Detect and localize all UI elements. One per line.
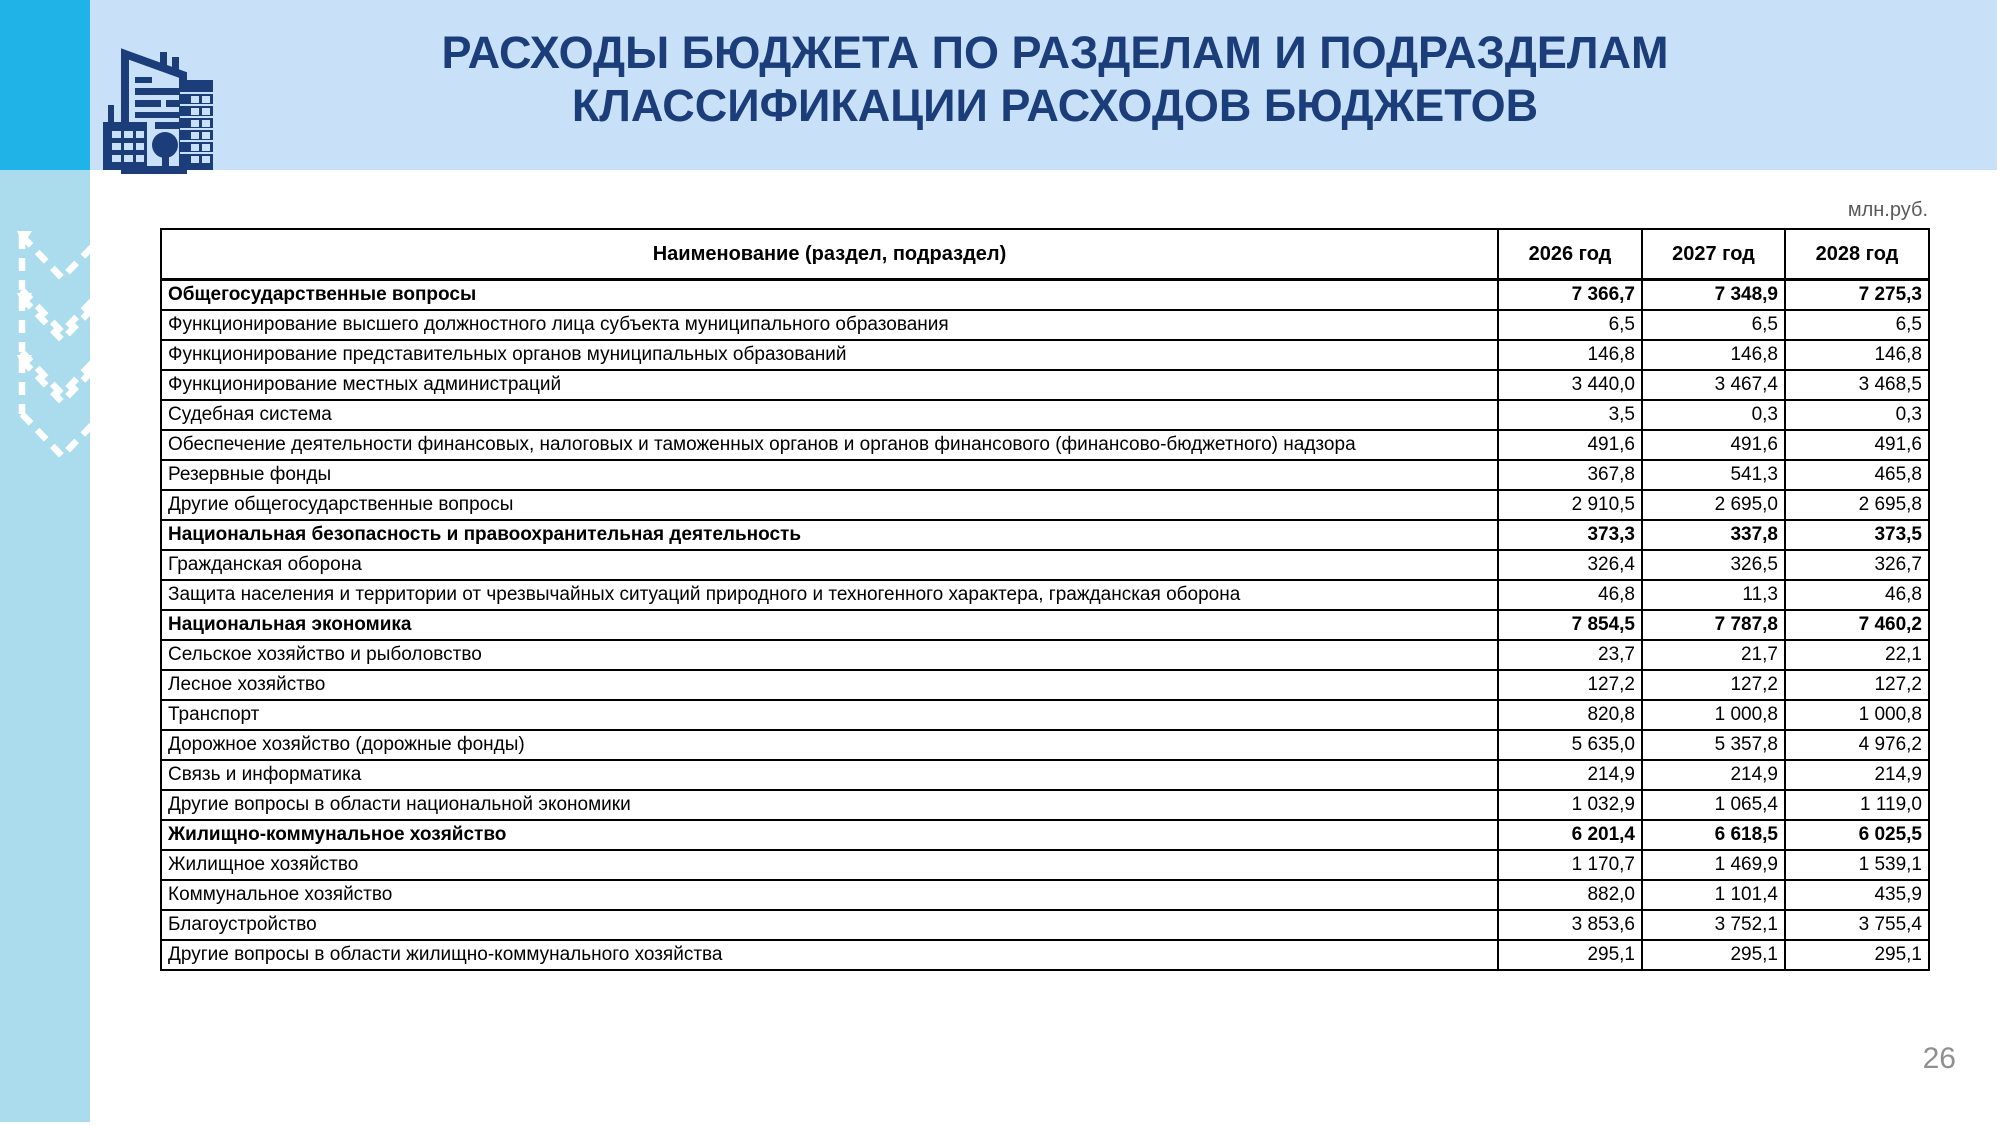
table-row <box>161 640 1929 670</box>
row-value: 1 101,4 <box>1642 880 1785 910</box>
row-label: Другие общегосударственные вопросы <box>161 490 1498 520</box>
table-row <box>161 760 1929 790</box>
row-value: 4 976,2 <box>1785 730 1929 760</box>
row-value: 435,9 <box>1785 880 1929 910</box>
table-row <box>161 580 1929 610</box>
row-value: 1 170,7 <box>1498 850 1642 880</box>
page-number: 26 <box>1922 1042 1956 1075</box>
table-row <box>161 910 1929 940</box>
row-label: Дорожное хозяйство (дорожные фонды) <box>161 730 1498 760</box>
row-value: 6 201,4 <box>1498 820 1642 850</box>
table-row <box>161 880 1929 910</box>
table-row <box>161 820 1929 850</box>
row-value: 2 695,8 <box>1785 490 1929 520</box>
table-row <box>161 490 1929 520</box>
row-value: 3 440,0 <box>1498 370 1642 400</box>
row-value: 820,8 <box>1498 700 1642 730</box>
row-value: 7 275,3 <box>1785 280 1929 311</box>
row-label: Другие вопросы в области национальной экономики <box>161 790 1498 820</box>
table-row <box>161 550 1929 580</box>
row-value: 22,1 <box>1785 640 1929 670</box>
row-value: 465,8 <box>1785 460 1929 490</box>
row-label: Резервные фонды <box>161 460 1498 490</box>
column-header-name: Наименование (раздел, подраздел) <box>161 229 1498 280</box>
row-value: 146,8 <box>1785 340 1929 370</box>
table-row <box>161 790 1929 820</box>
row-value: 6,5 <box>1785 310 1929 340</box>
row-label: Транспорт <box>161 700 1498 730</box>
column-header-2026: 2026 год <box>1498 229 1642 280</box>
row-value: 127,2 <box>1642 670 1785 700</box>
row-value: 5 357,8 <box>1642 730 1785 760</box>
row-value: 1 065,4 <box>1642 790 1785 820</box>
row-value: 127,2 <box>1498 670 1642 700</box>
row-label: Функционирование представительных органов муниципальных образований <box>161 340 1498 370</box>
row-value: 7 854,5 <box>1498 610 1642 640</box>
row-value: 1 119,0 <box>1785 790 1929 820</box>
table-row <box>161 280 1929 311</box>
column-header-2027: 2027 год <box>1642 229 1785 280</box>
row-value: 214,9 <box>1642 760 1785 790</box>
row-label: Жилищное хозяйство <box>161 850 1498 880</box>
row-value: 23,7 <box>1498 640 1642 670</box>
budget-table <box>160 228 1930 971</box>
table-row <box>161 610 1929 640</box>
row-value: 127,2 <box>1785 670 1929 700</box>
row-label: Национальная безопасность и правоохранительная деятельность <box>161 520 1498 550</box>
row-value: 7 348,9 <box>1642 280 1785 311</box>
table-row <box>161 370 1929 400</box>
row-value: 3 467,4 <box>1642 370 1785 400</box>
row-label: Функционирование местных администраций <box>161 370 1498 400</box>
row-label: Лесное хозяйство <box>161 670 1498 700</box>
row-value: 326,4 <box>1498 550 1642 580</box>
table-row <box>161 670 1929 700</box>
row-value: 46,8 <box>1785 580 1929 610</box>
row-label: Гражданская оборона <box>161 550 1498 580</box>
row-value: 367,8 <box>1498 460 1642 490</box>
row-value: 1 032,9 <box>1498 790 1642 820</box>
row-value: 3 853,6 <box>1498 910 1642 940</box>
row-value: 5 635,0 <box>1498 730 1642 760</box>
row-value: 7 460,2 <box>1785 610 1929 640</box>
row-value: 491,6 <box>1498 430 1642 460</box>
column-header-2028: 2028 год <box>1785 229 1929 280</box>
buildings-icon <box>95 30 235 180</box>
row-value: 882,0 <box>1498 880 1642 910</box>
row-label: Коммунальное хозяйство <box>161 880 1498 910</box>
table-row <box>161 460 1929 490</box>
row-value: 3 468,5 <box>1785 370 1929 400</box>
row-value: 0,3 <box>1785 400 1929 430</box>
row-value: 1 000,8 <box>1642 700 1785 730</box>
row-value: 2 695,0 <box>1642 490 1785 520</box>
row-value: 1 000,8 <box>1785 700 1929 730</box>
row-value: 326,5 <box>1642 550 1785 580</box>
row-value: 6,5 <box>1498 310 1642 340</box>
table-row <box>161 850 1929 880</box>
row-value: 7 366,7 <box>1498 280 1642 311</box>
row-value: 3,5 <box>1498 400 1642 430</box>
row-value: 146,8 <box>1498 340 1642 370</box>
row-label: Функционирование высшего должностного лица субъекта муниципального образования <box>161 310 1498 340</box>
corner-accent-block <box>0 0 90 170</box>
row-value: 541,3 <box>1642 460 1785 490</box>
row-value: 295,1 <box>1642 940 1785 970</box>
row-label: Связь и информатика <box>161 760 1498 790</box>
row-value: 373,5 <box>1785 520 1929 550</box>
row-value: 491,6 <box>1785 430 1929 460</box>
row-label: Другие вопросы в области жилищно-коммунального хозяйства <box>161 940 1498 970</box>
row-value: 3 755,4 <box>1785 910 1929 940</box>
row-label: Обеспечение деятельности финансовых, налоговых и таможенных органов и органов финансового (финансово-бюджетного) надзора <box>161 430 1498 460</box>
left-stripe <box>0 170 90 1122</box>
row-label: Национальная экономика <box>161 610 1498 640</box>
row-value: 21,7 <box>1642 640 1785 670</box>
row-value: 7 787,8 <box>1642 610 1785 640</box>
row-value: 295,1 <box>1498 940 1642 970</box>
page-title <box>250 26 1860 132</box>
units-label: млн.руб. <box>1847 199 1928 221</box>
table-row <box>161 400 1929 430</box>
title-line-1: РАСХОДЫ БЮДЖЕТА ПО РАЗДЕЛАМ И ПОДРАЗДЕЛАМ <box>441 27 1669 78</box>
row-value: 11,3 <box>1642 580 1785 610</box>
table-row <box>161 730 1929 760</box>
row-label: Жилищно-коммунальное хозяйство <box>161 820 1498 850</box>
row-value: 6 025,5 <box>1785 820 1929 850</box>
row-value: 3 752,1 <box>1642 910 1785 940</box>
row-value: 214,9 <box>1498 760 1642 790</box>
table-row <box>161 940 1929 970</box>
table-row <box>161 340 1929 370</box>
row-value: 46,8 <box>1498 580 1642 610</box>
row-label: Защита населения и территории от чрезвычайных ситуаций природного и техногенного характера, гражданская оборона <box>161 580 1498 610</box>
table-row <box>161 310 1929 340</box>
row-value: 0,3 <box>1642 400 1785 430</box>
table-row <box>161 430 1929 460</box>
row-value: 295,1 <box>1785 940 1929 970</box>
row-value: 491,6 <box>1642 430 1785 460</box>
row-value: 6,5 <box>1642 310 1785 340</box>
row-value: 1 539,1 <box>1785 850 1929 880</box>
table-row <box>161 520 1929 550</box>
row-value: 337,8 <box>1642 520 1785 550</box>
row-value: 373,3 <box>1498 520 1642 550</box>
row-value: 146,8 <box>1642 340 1785 370</box>
table-header-row <box>161 229 1929 280</box>
row-label: Благоустройство <box>161 910 1498 940</box>
row-label: Сельское хозяйство и рыболовство <box>161 640 1498 670</box>
row-value: 6 618,5 <box>1642 820 1785 850</box>
row-value: 326,7 <box>1785 550 1929 580</box>
chevron-pattern-icon <box>0 198 90 478</box>
table-row <box>161 700 1929 730</box>
title-line-2: КЛАССИФИКАЦИИ РАСХОДОВ БЮДЖЕТОВ <box>571 80 1539 132</box>
row-value: 214,9 <box>1785 760 1929 790</box>
row-label: Судебная система <box>161 400 1498 430</box>
row-label: Общегосударственные вопросы <box>161 280 1498 311</box>
row-value: 1 469,9 <box>1642 850 1785 880</box>
row-value: 2 910,5 <box>1498 490 1642 520</box>
